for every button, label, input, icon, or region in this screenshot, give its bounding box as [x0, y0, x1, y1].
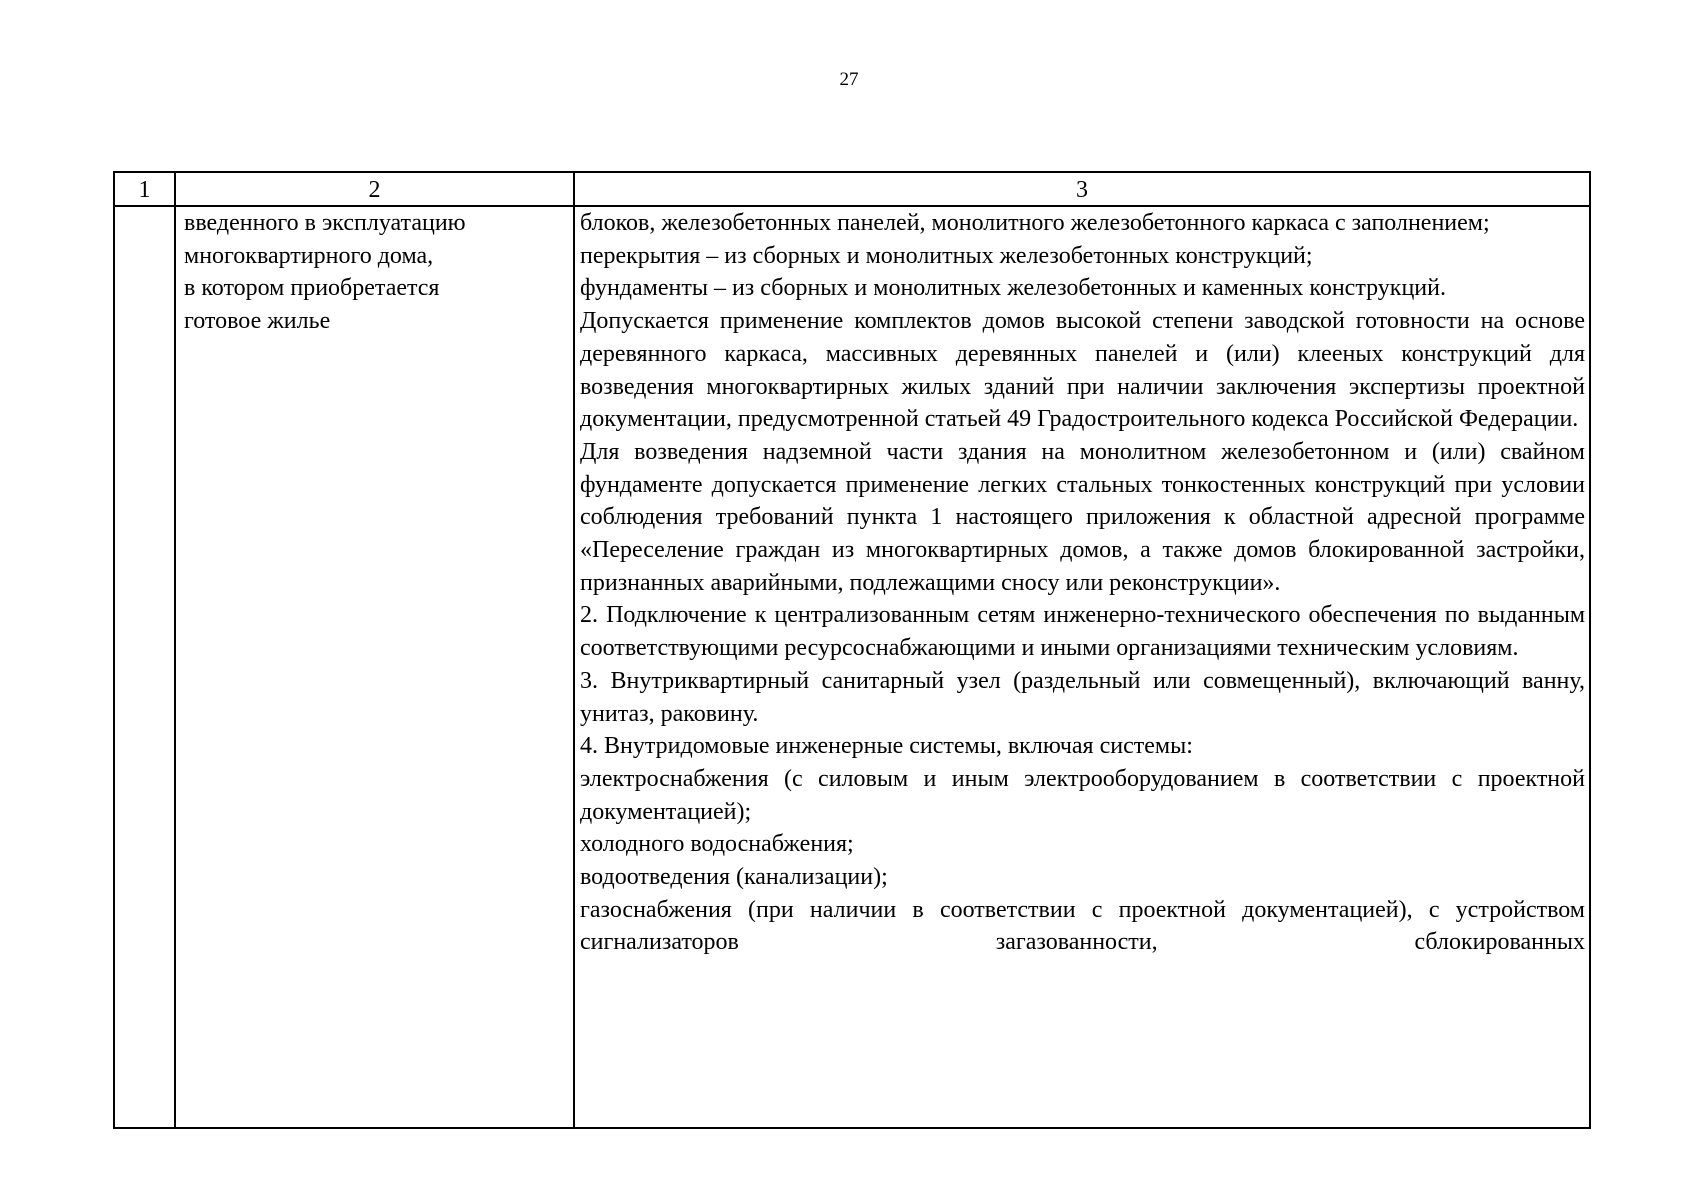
requirements-table — [113, 171, 1591, 1129]
requirement-paragraph: 3. Внутриквартирный санитарный узел (раздельный или совмещенный), включающий ванну, унитаз, раковину. — [580, 667, 1585, 727]
requirement-paragraph: Для возведения надземной части здания на монолитном железобетонном и (или) свайном фундаменте допускается применение легких стальных тонкостенных конструкций при условии соблюдения требований пункта 1 настоящего приложения к областной адресной программе «Переселение граждан из многоквартирных домов, а также домов блокированной застройки, признанных аварийными, подлежащими сносу или реконструкции». — [580, 438, 1585, 596]
table-row — [114, 206, 1590, 1128]
cell-object-description — [175, 206, 574, 1128]
table-header-row — [114, 172, 1590, 206]
requirement-paragraph: блоков, железобетонных панелей, монолитного железобетонного каркаса с заполнением; — [580, 210, 1490, 236]
requirement-paragraph: фундаменты – из сборных и монолитных железобетонных и каменных конструкций. — [580, 275, 1446, 302]
requirement-paragraph: 4. Внутридомовые инженерные системы, включая системы: — [580, 733, 1193, 760]
requirement-paragraph: перекрытия – из сборных и монолитных железобетонных конструкций; — [580, 242, 1313, 269]
object-description-line: готовое жилье — [184, 308, 331, 335]
page-number: 27 — [839, 69, 859, 90]
requirement-paragraph: Допускается применение комплектов домов высокой степени заводской готовности на основе деревянного каркаса, массивных деревянных панелей и (или) клееных конструкций для возведения многоквартирных жилых зданий при наличии заключения экспертизы проектной документации, предусмотренной статьей 49 Градостроительного кодекса Российской Федерации. — [580, 308, 1585, 433]
cell-number — [114, 206, 175, 1128]
requirement-paragraph: газоснабжения (при наличии в соответствии с проектной документацией), с устройством сигнализаторов загазованности, сблокированных — [580, 896, 1585, 956]
requirement-paragraph: холодного водоснабжения; — [580, 831, 854, 858]
object-description-line: введенного в эксплуатацию — [184, 210, 466, 236]
column-header-3: 3 — [574, 172, 1590, 206]
requirement-paragraph: 2. Подключение к централизованным сетям инженерно-технического обеспечения по выданным соответствующими ресурсоснабжающими и иными организациями техническим условиям. — [580, 602, 1585, 662]
column-header-1: 1 — [114, 172, 175, 206]
cell-requirements — [574, 206, 1590, 1128]
requirement-paragraph: электроснабжения (с силовым и иным электрооборудованием в соответствии с проектной документацией); — [580, 765, 1585, 825]
requirement-paragraph: водоотведения (канализации); — [580, 864, 888, 891]
column-header-2: 2 — [175, 172, 574, 206]
object-description-line: многоквартирного дома, — [184, 242, 434, 269]
object-description-line: в котором приобретается — [184, 275, 440, 302]
